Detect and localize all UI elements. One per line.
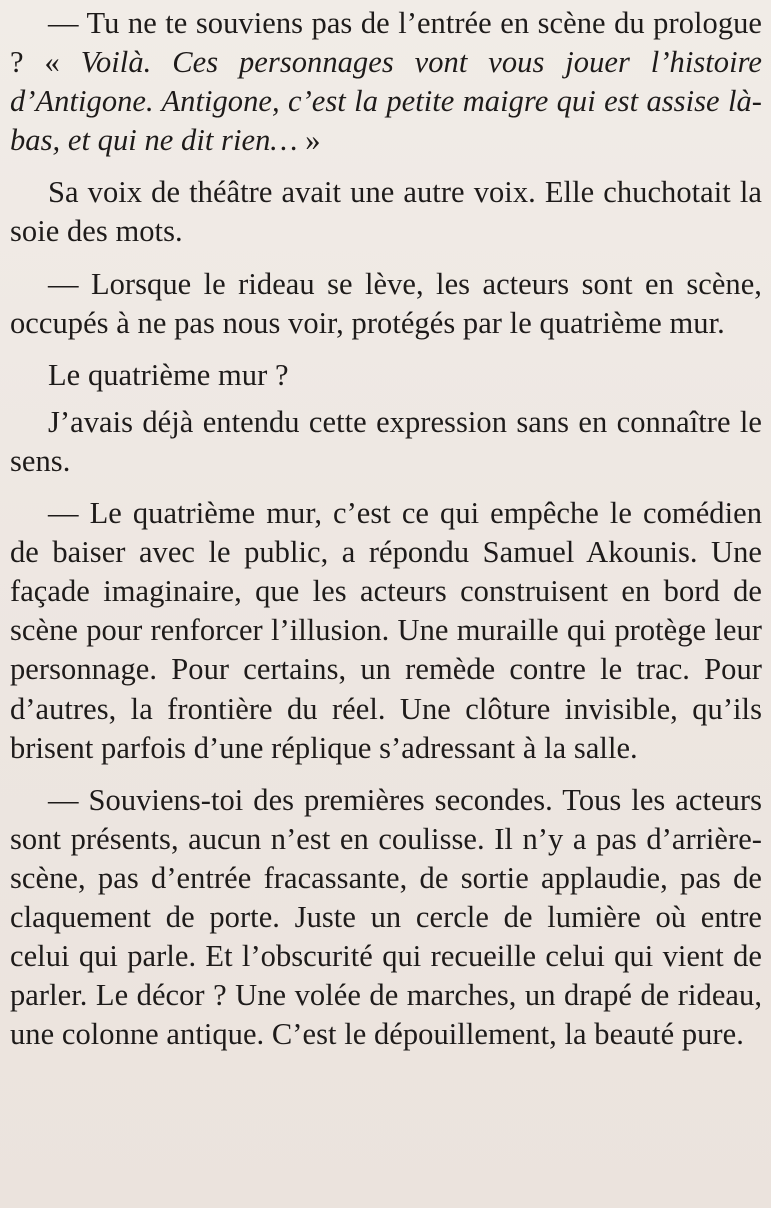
paragraph-expression-meaning: J’avais déjà entendu cette expression sans en connaître le sens. bbox=[10, 404, 762, 478]
paragraph-fourth-wall-question: Le quatrième mur ? bbox=[48, 357, 289, 392]
paragraph-first-seconds: — Souviens-toi des premières secondes. Tous les acteurs sont présents, aucun n’est en coulisse. Il n’y a pas d’arrière-scène, pas d’entrée fracassante, de sortie applaudie, pas de claquement de porte. Juste un cercle de lumière où entre celui qui parle. Et l’obscurité qui recueille celui qui vient de parler. Le décor ? Une volée de marches, un drapé de rideau, une colonne antique. C’est le dépouillement, la beauté pure. bbox=[10, 782, 762, 1052]
quoted-prologue-italic: Voilà. Ces personnages vont vous jouer l’histoire d’Antigone. Antigone, c’est la petite maigre qui est assise là-bas, et qui ne dit rien… bbox=[10, 45, 762, 158]
paragraph-prologue-question bbox=[10, 4, 762, 160]
paragraph-curtain-rises: — Lorsque le rideau se lève, les acteurs sont en scène, occupés à ne pas nous voir, protégés par le quatrième mur. bbox=[10, 266, 762, 340]
page-body-text bbox=[10, 4, 762, 1067]
closing-guillemet: » bbox=[297, 123, 321, 158]
paragraph-fourth-wall-explanation: — Le quatrième mur, c’est ce qui empêche le comédien de baiser avec le public, a répondu Samuel Akounis. Une façade imaginaire, que les acteurs construisent en bord de scène pour renforcer l’illusion. Une muraille qui protège leur personnage. Pour certains, un remède contre le trac. Pour d’autres, la frontière du réel. Une clôture invisible, qu’ils brisent parfois d’une réplique s’adressant à la salle. bbox=[10, 496, 762, 765]
paragraph-theatre-voice: Sa voix de théâtre avait une autre voix. Elle chuchotait la soie des mots. bbox=[10, 175, 762, 249]
dialogue-text: — Tu ne te souviens pas de l’entrée en scène du prologue ? « bbox=[10, 6, 762, 80]
